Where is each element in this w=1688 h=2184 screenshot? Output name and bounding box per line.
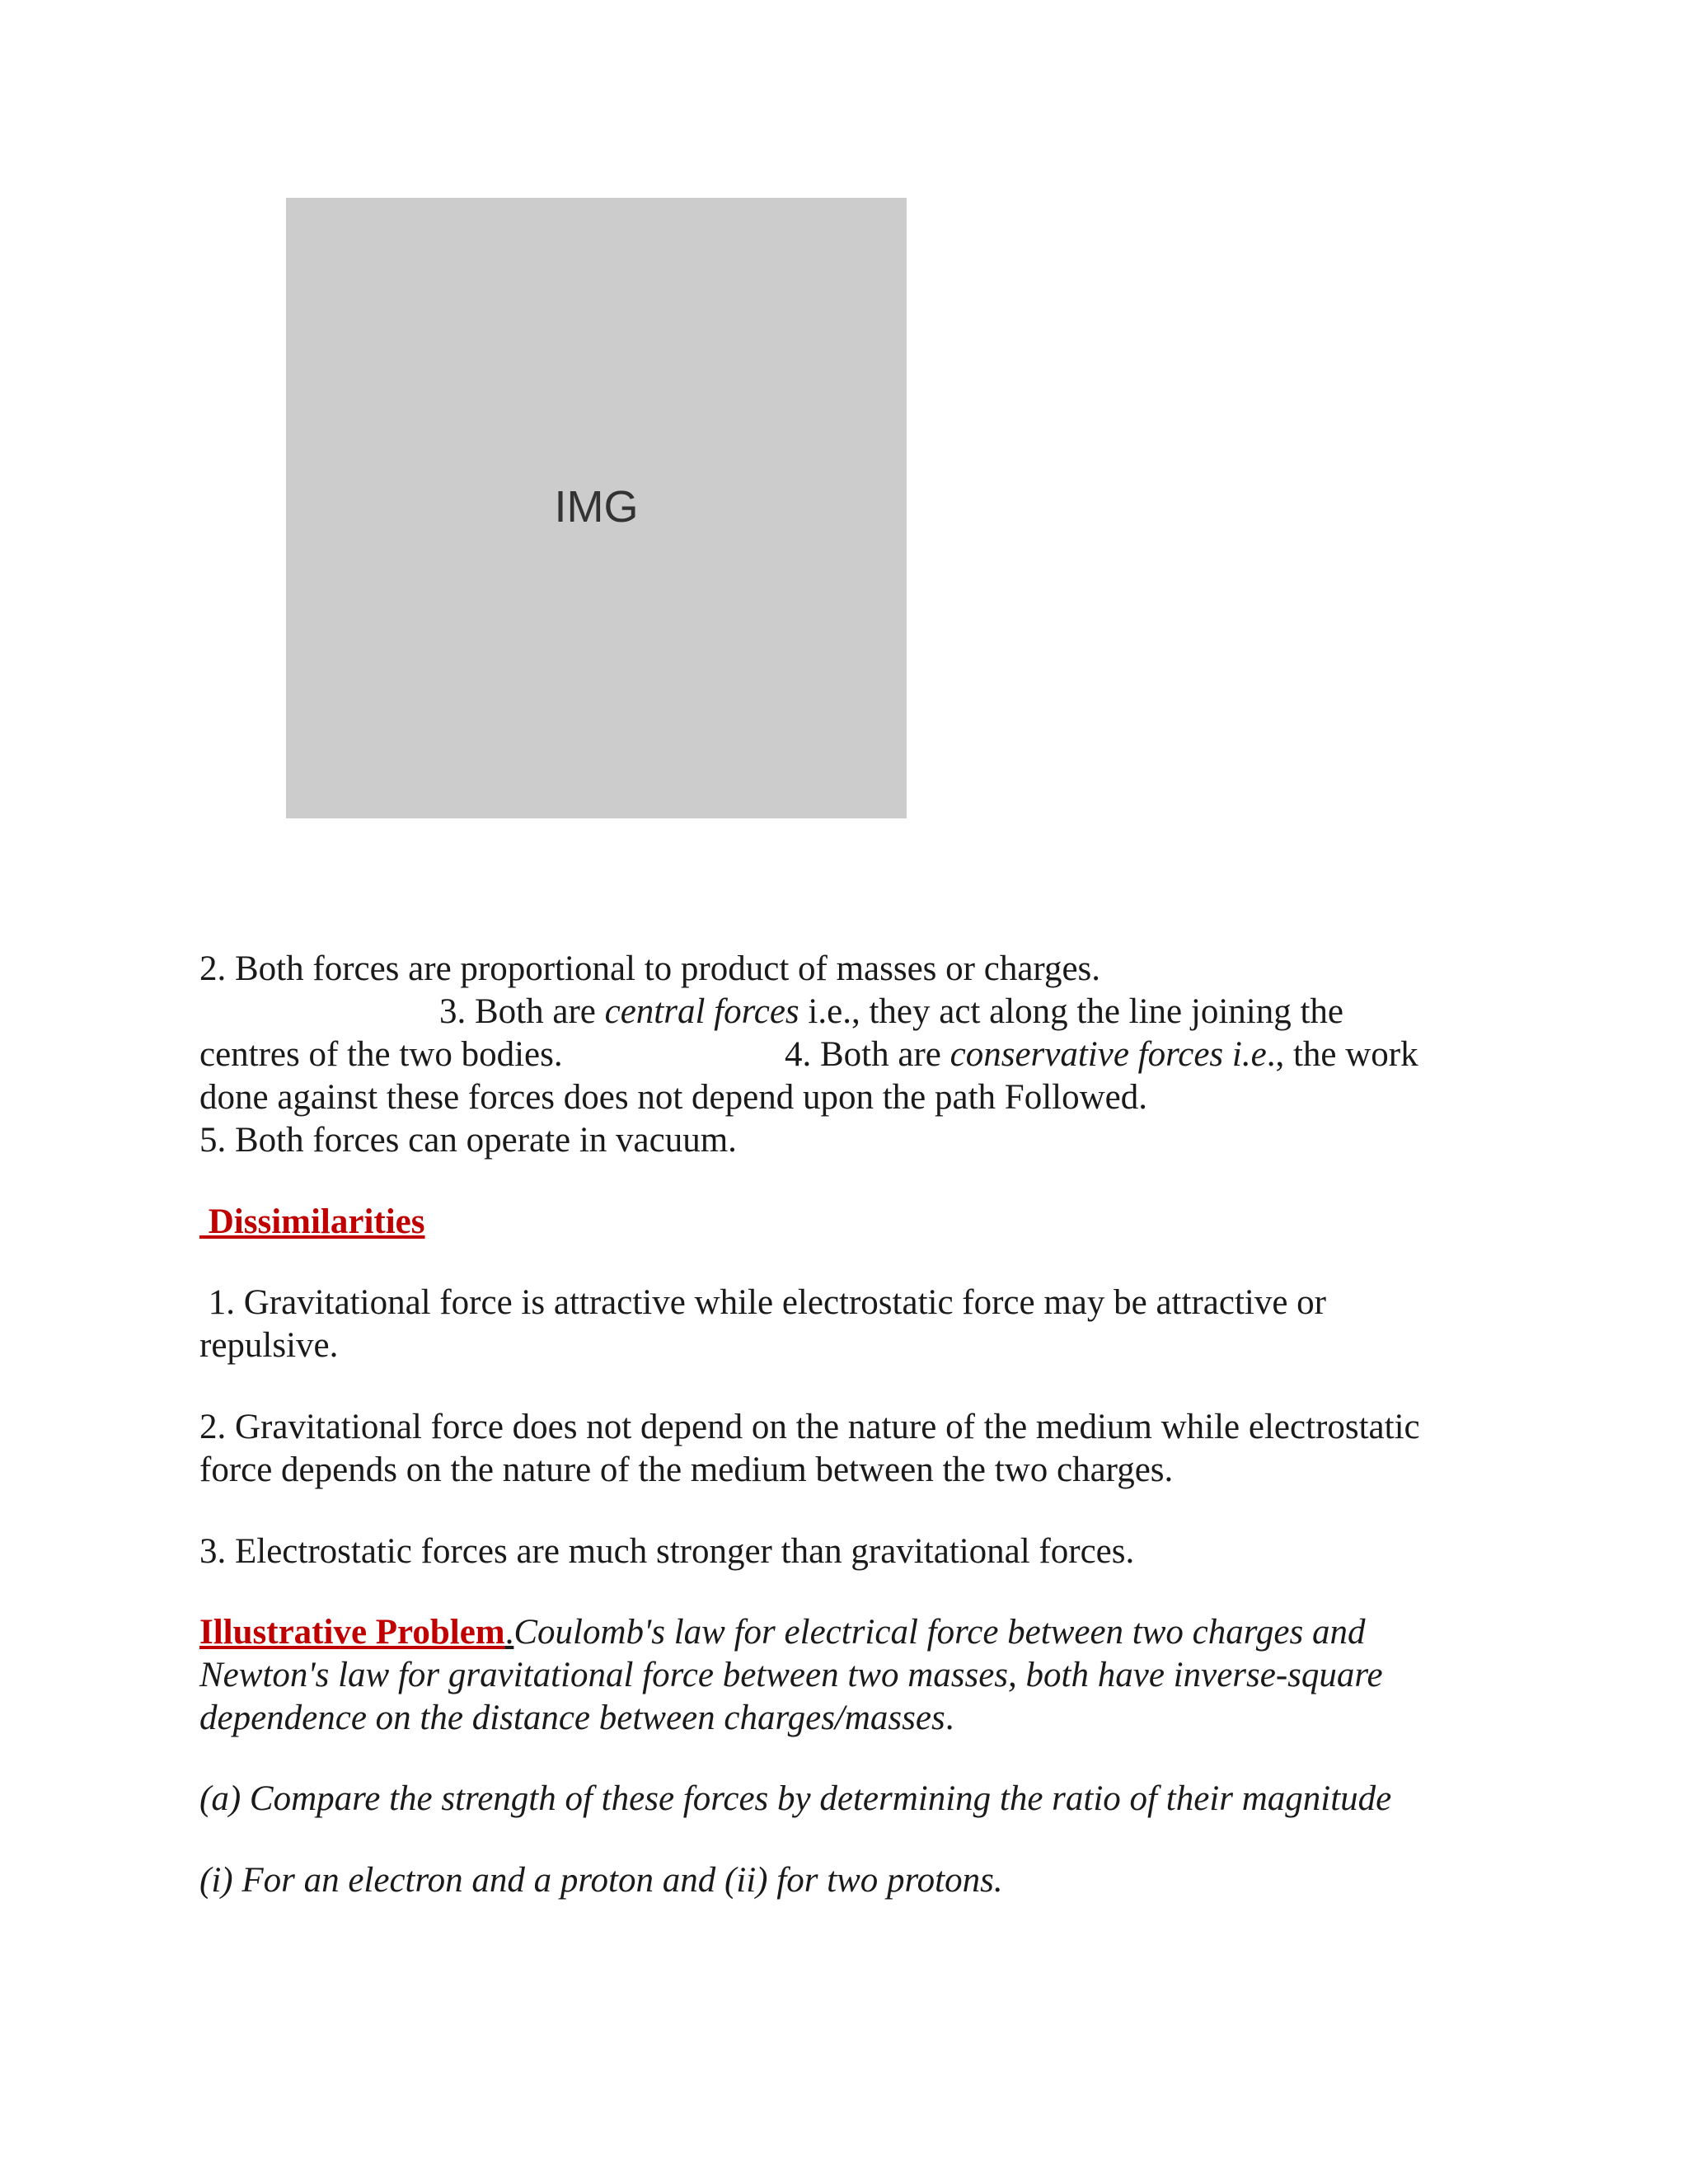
conservative-forces-term: conservative forces i.e	[950, 1035, 1267, 1074]
similarity-item-5: 5. Both forces can operate in vacuum.	[199, 1121, 737, 1160]
dissimilarity-item-3: 3. Electrostatic forces are much stronger than gravitational forces.	[199, 1532, 1135, 1571]
similarity-item-4	[785, 1033, 1418, 1076]
problem-text-line3-end: .	[945, 1699, 954, 1737]
problem-statement-line2: Newton's law for gravitational force between two masses, both have inverse-square	[199, 1656, 1383, 1694]
problem-text-line3: dependence on the distance between charges/masses	[199, 1699, 945, 1737]
figure-placeholder	[286, 198, 907, 818]
similarity-item-3-prefix: 3. Both are	[439, 992, 605, 1031]
dissimilarity-item-2-line2: force depends on the nature of the medium between the two charges.	[199, 1451, 1174, 1489]
central-forces-term: central forces	[604, 992, 799, 1031]
similarity-item-3	[439, 991, 1343, 1033]
dissimilarity-item-1: 1. Gravitational force is attractive while electrostatic force may be attractive or	[199, 1283, 1326, 1322]
similarity-item-4-rest: ., the work	[1266, 1035, 1418, 1074]
problem-statement-line3	[199, 1697, 954, 1740]
illustrative-problem-label: Illustrative Problem	[199, 1613, 505, 1652]
problem-statement-line1	[199, 1611, 1365, 1654]
dissimilarity-item-2: 2. Gravitational force does not depend on the nature of the medium while electrostatic	[199, 1408, 1420, 1446]
similarity-item-3-rest: i.e., they act along the line joining the	[799, 992, 1344, 1031]
similarity-item-4-prefix: 4. Both are	[785, 1035, 950, 1074]
problem-text-line1: Coulomb's law for electrical force between two charges and	[513, 1613, 1366, 1652]
problem-parts-i-ii: (i) For an electron and a proton and (ii) for two protons.	[199, 1861, 1003, 1900]
dissimilarity-item-1-line2: repulsive.	[199, 1326, 339, 1365]
dissimilarities-heading: Dissimilarities	[199, 1202, 425, 1241]
similarity-item-2: 2. Both forces are proportional to product of masses or charges.	[199, 949, 1101, 988]
figure-placeholder-label: IMG	[554, 482, 639, 532]
similarity-item-4-line2: done against these forces does not depend upon the path Followed.	[199, 1078, 1147, 1117]
problem-part-a: (a) Compare the strength of these forces by determining the ratio of their magnitude	[199, 1779, 1392, 1818]
illustrative-problem-punct: .	[504, 1613, 514, 1652]
similarity-item-3-line2: centres of the two bodies.	[199, 1035, 563, 1074]
